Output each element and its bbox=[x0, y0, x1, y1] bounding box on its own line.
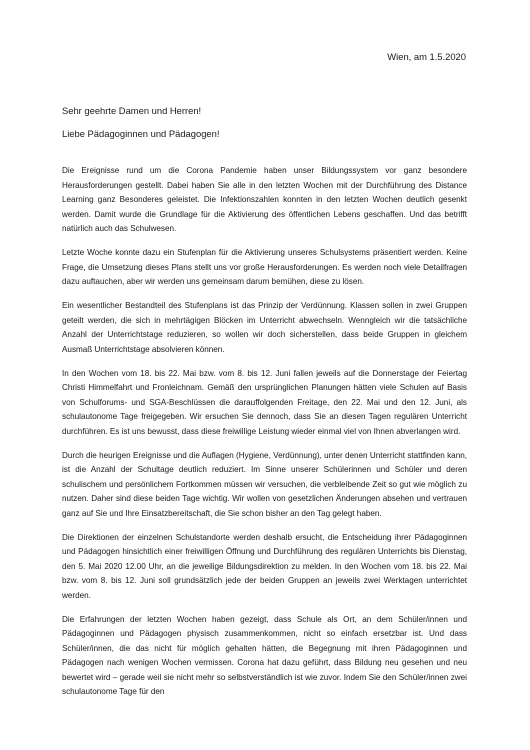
paragraph-5: Durch die heurigen Ereignisse und die Auflagen (Hygiene, Verdünnung), unter denen Unterricht stattfinden kann, ist die Anzahl der Schultage deutlich reduziert. Im Sinne unserer Schülerinnen und Schüler und deren schulischem und persönlichem Fortkommen müssen wir versuchen, die verbleibende Zeit so gut wie möglich zu nutzen. Daher sind diese beiden Tage wichtig. Wir wollen von gesetzlichen Änderungen absehen und vertrauen ganz auf Sie und Ihre Einsatzbereitschaft, die Sie schon bisher an den Tag gelegt haben. bbox=[62, 450, 467, 518]
paragraph-4: In den Wochen vom 18. bis 22. Mai bzw. vom 8. bis 12. Juni fallen jeweils auf die Donnerstage der Feiertag Christi Himmelfahrt und Fronleichnam. Gemäß den ursprünglichen Planungen hätten viele Schulen auf Basis von Schulforums- und SGA-Beschlüssen die darauffolgenden Freitage, den 22. Mai und den 12. Juni, als schulautonome Tage freigegeben. Wir ersuchen Sie dennoch, dass Sie an diesen Tagen regulären Unterricht durchführen. Es ist uns bewusst, dass diese freiwillige Leistung wieder einmal viel von Ihnen abverlangen wird. bbox=[62, 368, 467, 436]
salutation-educators: Liebe Pädagoginnen und Pädagogen! bbox=[62, 128, 220, 139]
paragraph-2: Letzte Woche konnte dazu ein Stufenplan für die Aktivierung unseres Schulsystems präsentiert werden. Keine Frage, die Umsetzung dieses Plans stellt uns vor große Herausforderungen. Es werden noch viele Detailfragen dazu auftauchen, aber wir werden uns gemeinsam darum bemühen, diese zu lösen. bbox=[62, 248, 467, 286]
letter-body bbox=[62, 164, 467, 700]
paragraph-7: Die Erfahrungen der letzten Wochen haben gezeigt, dass Schule als Ort, an dem Schüler/innen und Pädagoginnen und Pädagogen physisch zusammenkommen, nicht so einfach ersetzbar ist. Und dass Schüler/innen, die das nicht für möglich gehalten hätten, die Begegnung mit ihren Pädagoginnen und Pädagogen nach wenigen Wochen vermissen. Corona hat dazu geführt, dass Bildung neu gesehen und neu bewertet wird – gerade weil sie nicht mehr so selbstverständlich ist wie zuvor. Indem Sie den Schüler/innen zwei schulautonome Tage für den bbox=[62, 614, 467, 696]
paragraph-6: Die Direktionen der einzelnen Schulstandorte werden deshalb ersucht, die Entscheidung ihrer Pädagoginnen und Pädagogen hinsichtlich einer freiwilligen Öffnung und Durchführung des regulären Unterrichts bis Dienstag, den 5. Mai 2020 12.00 Uhr, an die jeweilige Bildungsdirektion zu melden. In den Wochen vom 18. bis 22. Mai bzw. vom 8. bis 12. Juni soll grundsätzlich jede der beiden Gruppen an jeweils zwei Werktagen unterrichtet werden. bbox=[62, 532, 467, 600]
salutation: Sehr geehrte Damen und Herren! bbox=[62, 105, 202, 116]
letter-date: Wien, am 1.5.2020 bbox=[387, 51, 466, 62]
paragraph-3: Ein wesentlicher Bestandteil des Stufenplans ist das Prinzip der Verdünnung. Klassen sollen in zwei Gruppen geteilt werden, die sich in mehrtägigen Blöcken im Unterricht abwechseln. Wenngleich wir die tatsächliche Anzahl der Unterrichtstage reduzieren, so wollen wir doch sicherstellen, dass beide Gruppen in gleichem Ausmaß Unterrichtstage absolvieren können. bbox=[62, 301, 467, 354]
paragraph-1: Die Ereignisse rund um die Corona Pandemie haben unser Bildungssystem vor ganz besondere Herausforderungen gestellt. Dabei haben Sie alle in den letzten Wochen mit der Durchführung des Distance Learning ganz Besonderes geleistet. Die Infektionszahlen konnten in den letzten Wochen deutlich gesenkt werden. Damit wurde die Grundlage für die Aktivierung des öffentlichen Lebens geschaffen. Und das betrifft natürlich auch das Schulwesen. bbox=[62, 166, 467, 233]
